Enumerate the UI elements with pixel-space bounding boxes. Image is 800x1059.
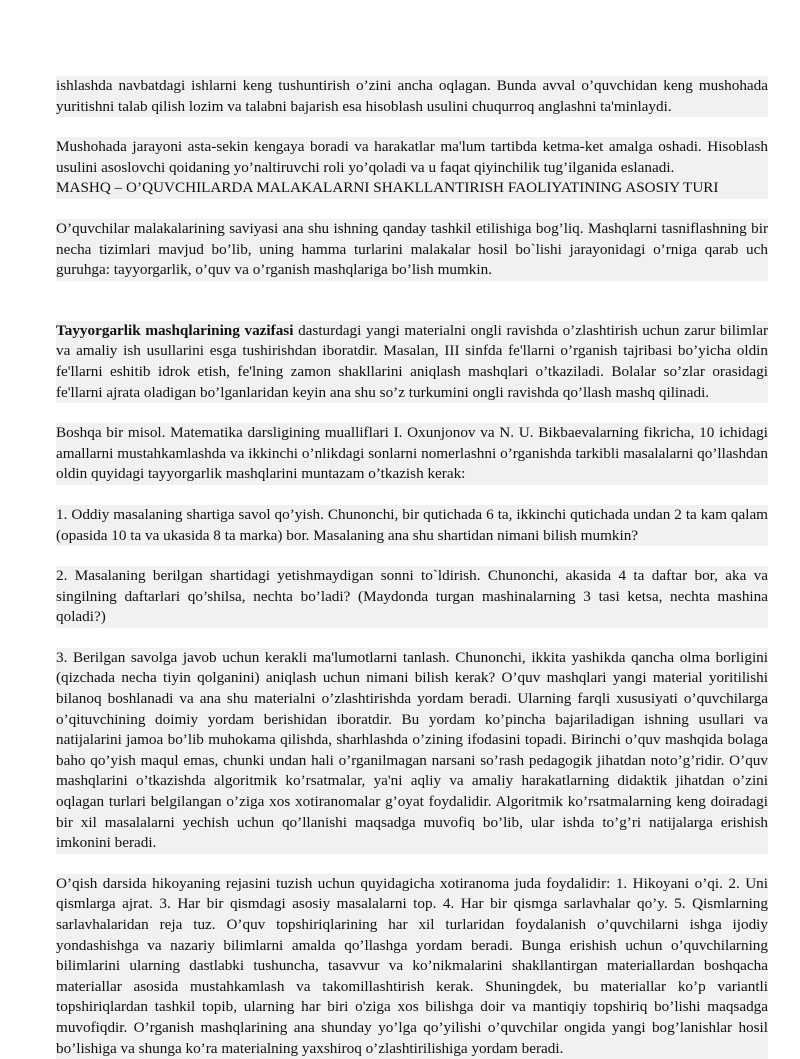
document-page [56, 76, 768, 1059]
list-item-3: 3. Berilgan savolga javob uchun kerakli ma'lumotlarni tanlash. Chunonchi, ikkita yashikda qancha olma borligini (qizchada necha tiyin qolganini) aniqlash uchun nimani bilish kerak? O’quv mashqlari yangi material yoritilishi bilanoq boshlanadi va ana shu materialni o’zlashtirishda yordam beradi. Ularning farqli xususiyati o’quvchilarga o’qituvchining doimiy yordam berishidan iboratdir. Bu yordam ko’pincha bajariladigan ishning usullari va natijalarini jamoa bo’lib muhokama qilishda, sharhlashda o’zining ifodasini topadi. Birinchi o’quv mashqida bolaga baho qo’yish maqul emas, chunki undan hali o’rganilmagan narsani so’rash pedagogik jihatdan noto’g’ridir. O’quv mashqlarini o’tkazishda algoritmik ko’rsatmalar, ya'ni aqliy va amaliy harakatlarning didaktik jihatdan o’zini oqlagan turlari belgilangan o’ziga xos xotiranomalar g’oyat foydalidir. Algoritmik ko’rsatmalarning keng doiradagi bir xil masalalarni yechish uchun qo’llanishi maqsadga muvofiq bo’lib, ular ishda to’g’ri natijalarga erishish imkonini beradi. [56, 648, 768, 854]
paragraph-4-text: dasturdagi yangi materialni ongli ravishda o’zlashtirish uchun zarur bilimlar va amaliy ish usullarini esga tushirishdan iboratdir. Masalan, III sinfda fe'llarni o’rganish tajribasi bo’yicha oldin fe'llarni eshitib idrok etish, fe'lning zamon shakllarini aniqlash mashqlari o’tkaziladi. Bolalar so’zlar orasidagi fe'llarni ajrata oladigan bo’lganlaridan keyin ana shu so’z turkumini ongli ravishda qo’llash mashq qilinadi. [56, 321, 769, 401]
paragraph-5: Boshqa bir misol. Matematika darsligining mualliflari I. Oxunjonov va N. U. Bikbaevalarning fikricha, 10 ichidagi amallarni mustahkamlashda va ikkinchi o’nlikdagi sonlarni nomerlashni o’rganishda tarkibli masalalarni qo’llashdan oldin quyidagi tayyorgarlik mashqlarini muntazam o’tkazish kerak: [56, 423, 768, 485]
paragraph-1: ishlashda navbatdagi ishlarni keng tushuntirish o’zini ancha oqlagan. Bunda avval o’quvchidan keng mushohada yuritishni talab qilish lozim va talabni bajarish esa hisoblash usulini chuqurroq anglashni ta'minlaydi. [56, 76, 768, 117]
paragraph-2-text: Mushohada jarayoni asta-sekin kengaya boradi va harakatlar ma'lum tartibda ketma-ket amalga oshadi. Hisoblash usulini asoslovchi qoidaning yo’naltiruvchi roli yo’qoladi va u faqat qiyinchilik tug’ilganida eslanadi. [56, 138, 768, 176]
section-heading: MASHQ – O’QUVCHILARDA MALAKALARNI SHAKLLANTIRISH FAOLIYATINING ASOSIY TURI [56, 179, 719, 197]
paragraph-2 [56, 137, 768, 199]
paragraph-4 [56, 321, 768, 403]
list-item-1: 1. Oddiy masalaning shartiga savol qo’yish. Chunonchi, bir qutichada 6 ta, ikkinchi qutichada undan 2 ta kam qalam (opasida 10 ta va ukasida 8 ta marka) bor. Masalaning ana shu shartidan nimani bilish mumkin? [56, 505, 768, 546]
list-item-2: 2. Masalaning berilgan shartidagi yetishmaydigan sonni to`ldirish. Chunonchi, akasida 4 ta daftar bor, aka va singilning daftarlari qo’shilsa, nechta bo’ladi? (Maydonda turgan mashinalarning 3 tasi ketsa, nechta mashina qoladi?) [56, 566, 768, 628]
paragraph-9: O’qish darsida hikoyaning rejasini tuzish uchun quyidagicha xotiranoma juda foydalidir: 1. Hikoyani o’qi. 2. Uni qismlarga ajrat. 3. Har bir qismdagi asosiy masalalarni top. 4. Har bir qismga sarlavhalar qo’y. 5. Qismlarning sarlavhalaridan reja tuz. O’quv topshiriqlarining har xil turlaridan foydalanish o’quvchilarni ishga ijodiy yondashishga va nazariy bilimlarni amalda qo’llashga yordam beradi. Bunga erishish uchun o’quvchilarning bilimlarini ularning dastlabki tushuncha, tasavvur va ko’nikmalarini shakllantirgan materiallardan boshqacha materiallar asosida mustahkamlash va takomillashtirish kerak. Shuningdek, bu materiallar ko’p variantli topshiriqlardan tashkil topib, ularning har biri o'ziga xos bilishga doir va mantiqiy topshiriq bo’lishi maqsadga muvofiqdir. O’rganish mashqlarining ana shunday yo’lga qo’yilishi o’quvchilar ongida yangi bog’lanishlar hosil bo’lishiga va shunga ko’ra materialning yaxshiroq o’zlashtirilishiga yordam beradi. [56, 874, 768, 1059]
bold-lead-phrase: Tayyorgarlik mashqlarining vazifasi [56, 321, 294, 339]
paragraph-3: O’quvchilar malakalarining saviyasi ana shu ishning qanday tashkil etilishiga bog’liq. Mashqlarni tasniflashning bir necha tizimlari mavjud bo’lib, uning hamma turlarini malakalar hosil bo`lishi jarayonidagi o’rniga qarab uch guruhga: tayyorgarlik, o’quv va o’rganish mashqlariga bo’lish mumkin. [56, 219, 768, 281]
